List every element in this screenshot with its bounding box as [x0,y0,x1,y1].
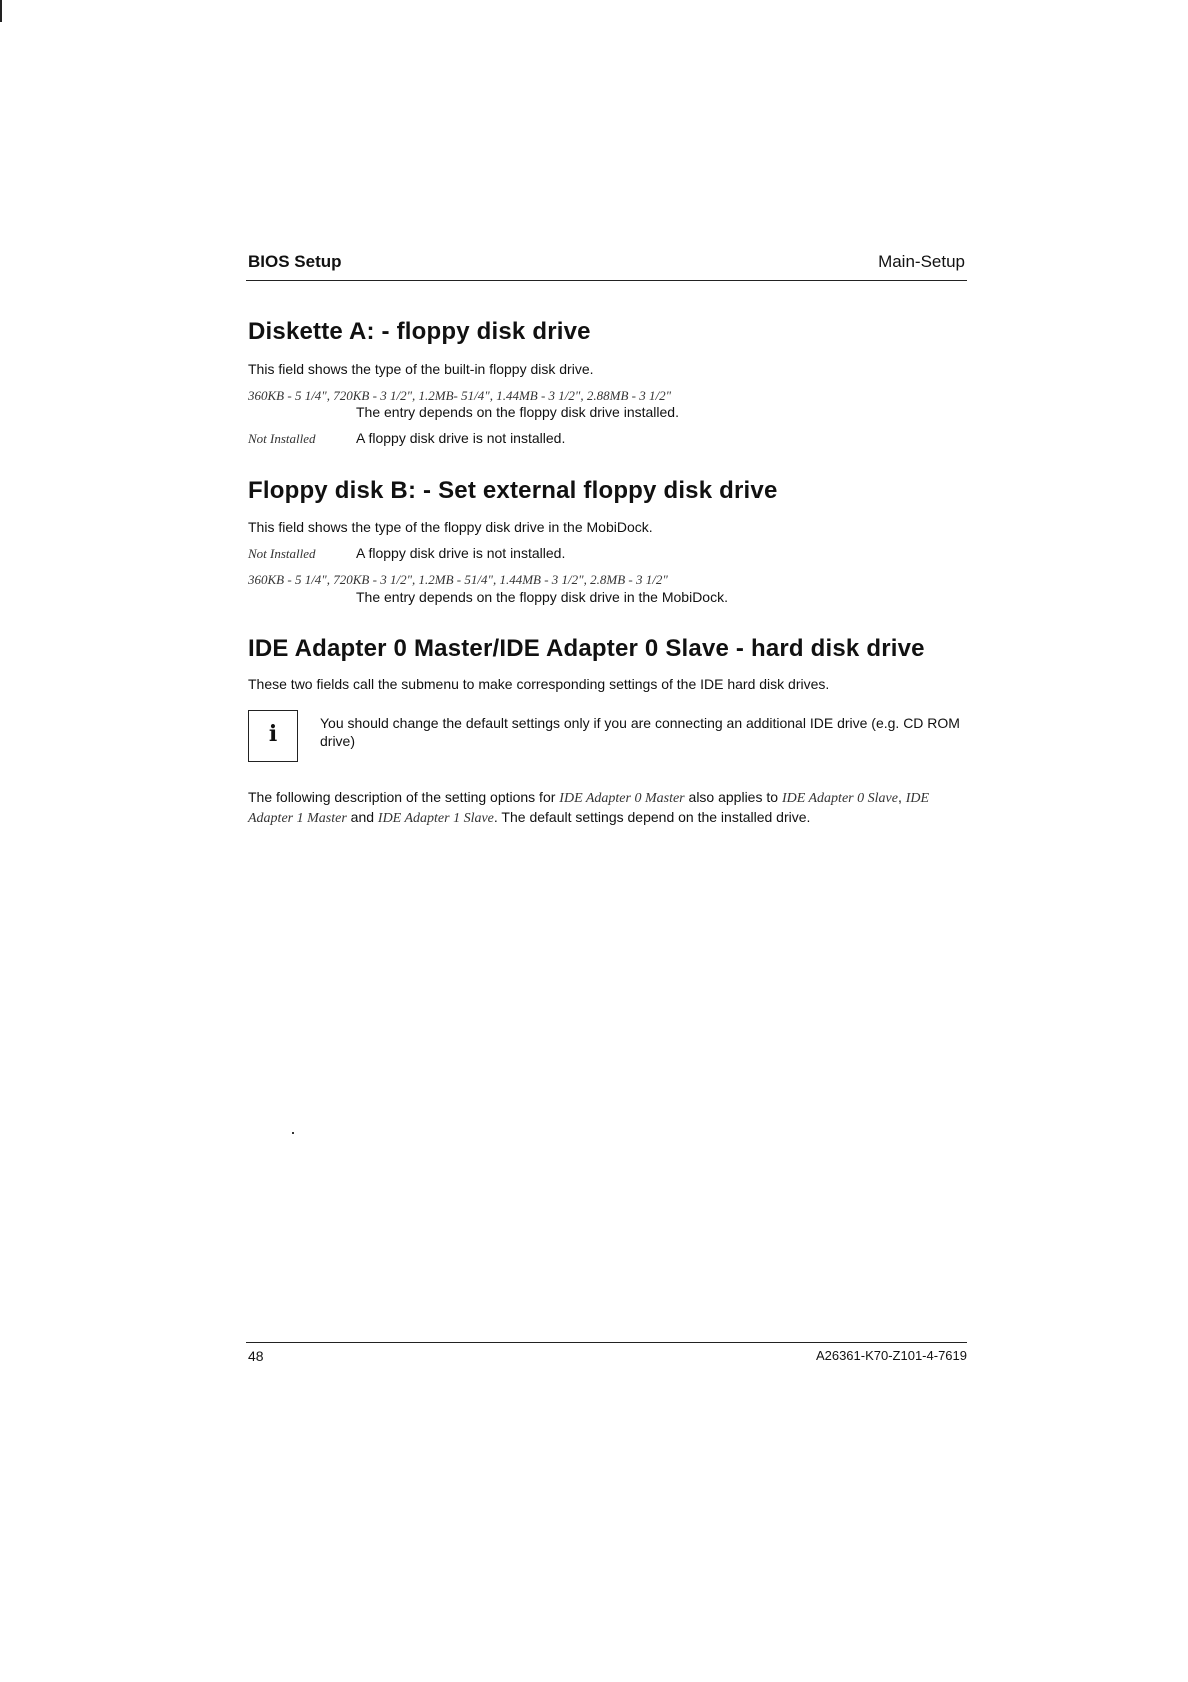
header-section: Main-Setup [878,252,965,271]
para-term: IDE Adapter 1 Slave [377,811,494,826]
info-note: You should change the default settings only if you are connecting an additional IDE drive (e.g. CD ROM drive) [320,715,960,749]
para-text: and [346,809,378,825]
option-term: 360KB - 5 1/4", 720KB - 3 1/2", 1.2MB - 51/4", 1.44MB - 3 1/2", 2.8MB - 3 1/2" [248,572,668,587]
option-description: The entry depends on the floppy disk drive installed. [356,404,679,420]
document-code: A26361-K70-Z101-4-7619 [815,1348,967,1363]
para-text: The following description of the setting options for [248,789,560,805]
para-term: IDE Adapter 1 Master [248,791,930,826]
header-title: BIOS Setup [248,252,342,271]
para-text: , [897,789,906,805]
page-number: 48 [248,1348,264,1364]
ide-description-paragraph [248,788,968,828]
option-description: A floppy disk drive is not installed. [356,430,566,446]
info-icon-glyph: i [268,721,278,747]
para-term: IDE Adapter 0 Master [559,791,685,806]
section-heading-diskette-a: Diskette A: - floppy disk drive [248,318,591,345]
option-description: The entry depends on the floppy disk drive in the MobiDock. [356,589,728,605]
option-term: Not Installed [248,546,316,561]
option-description: A floppy disk drive is not installed. [356,545,566,561]
para-text: . The default settings depend on the installed drive. [493,809,811,825]
info-icon [248,710,298,762]
para-term: IDE Adapter 0 Slave [781,791,898,806]
page-header [246,250,967,281]
scan-corner-mark [0,0,2,22]
footer-rule [246,1342,967,1343]
section-heading-ide-adapter: IDE Adapter 0 Master/IDE Adapter 0 Slave - hard disk drive [248,635,925,662]
section-intro: This field shows the type of the built-in floppy disk drive. [248,361,594,377]
scan-speck [292,1132,294,1134]
section-heading-floppy-b: Floppy disk B: - Set external floppy disk drive [248,477,778,504]
option-term: Not Installed [248,431,316,446]
para-text: also applies to [684,789,782,805]
option-term: 360KB - 5 1/4", 720KB - 3 1/2", 1.2MB- 51/4", 1.44MB - 3 1/2", 2.88MB - 3 1/2" [248,388,672,403]
section-intro: This field shows the type of the floppy disk drive in the MobiDock. [248,519,653,535]
section-intro: These two fields call the submenu to make corresponding settings of the IDE hard disk drives. [248,676,830,692]
